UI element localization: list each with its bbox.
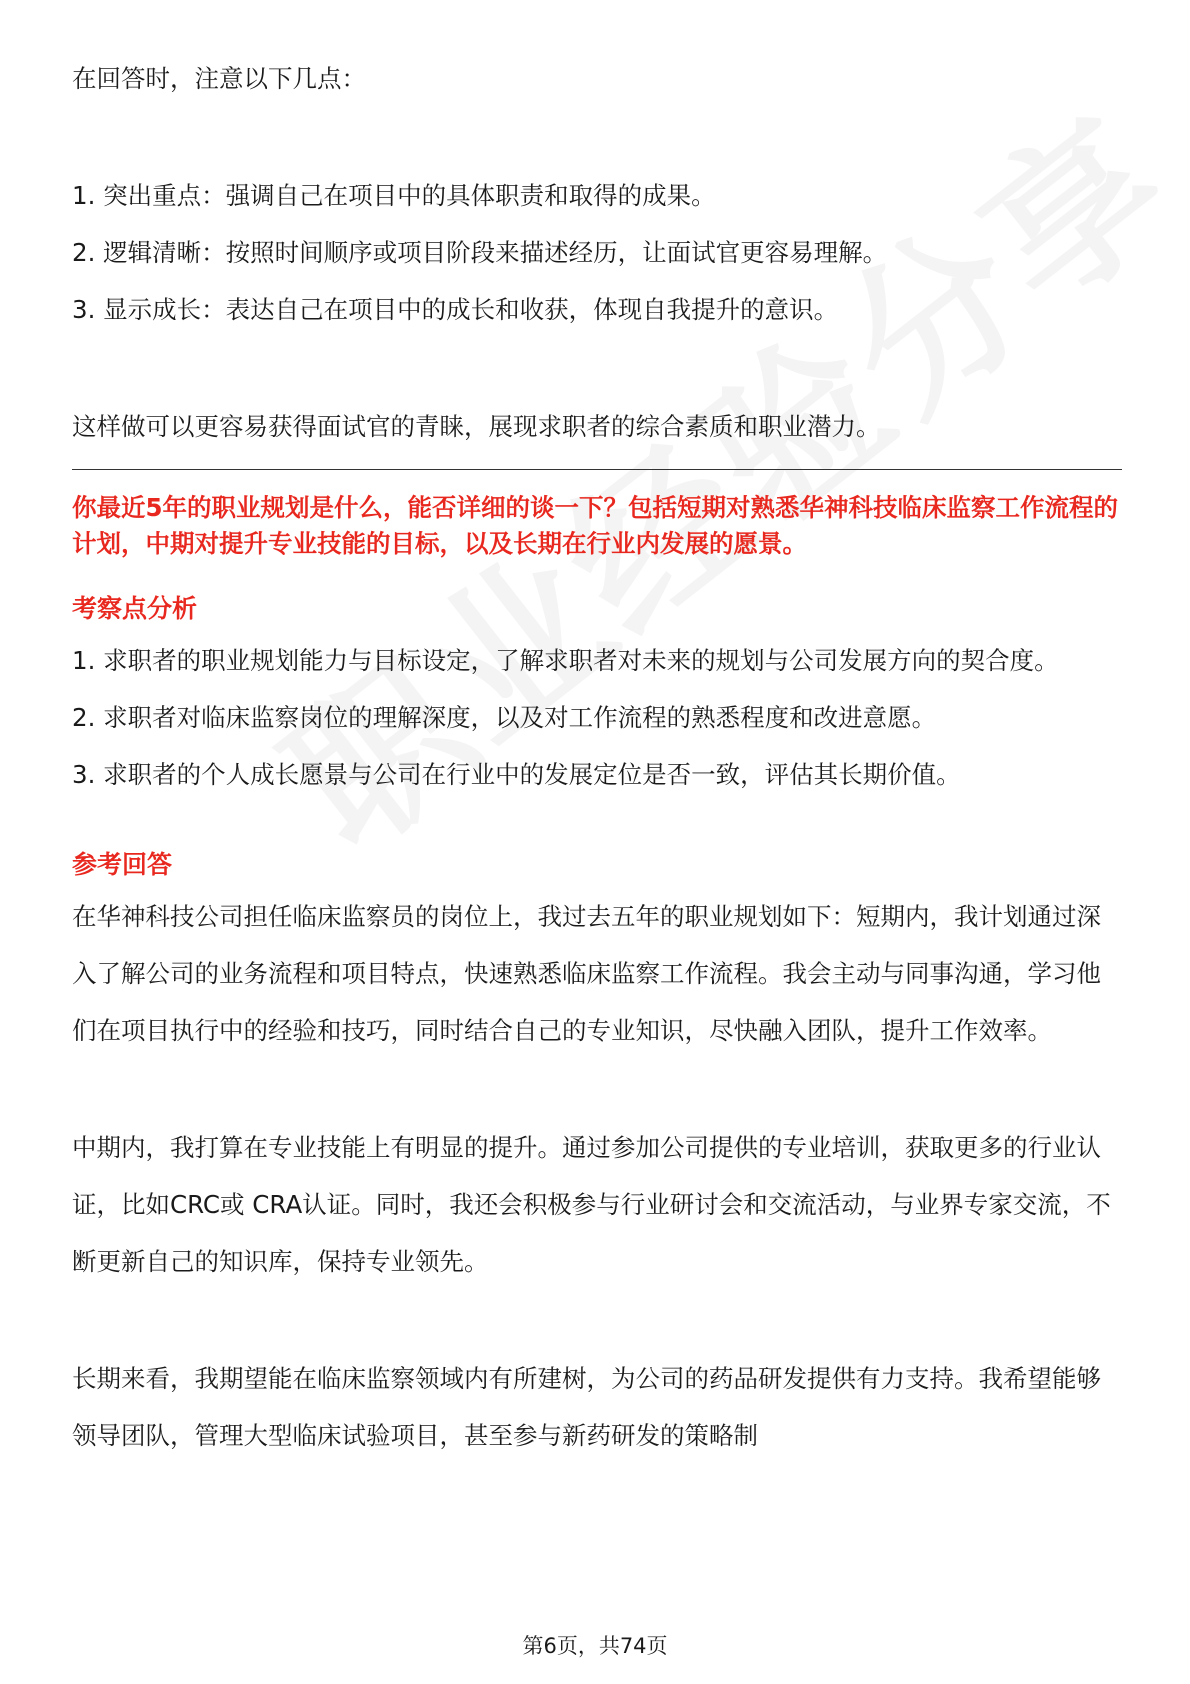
section-divider — [72, 469, 1122, 470]
analysis-point: 3. 求职者的个人成长愿景与公司在行业中的发展定位是否一致，评估其长期价值。 — [72, 760, 961, 789]
analysis-section — [72, 586, 1122, 803]
analysis-point: 1. 求职者的职业规划能力与目标设定，了解求职者对未来的规划与公司发展方向的契合度。 — [72, 646, 1059, 675]
page-footer: 第6页，共74页 — [522, 1634, 668, 1658]
answer-paragraph: 在华神科技公司担任临床监察员的岗位上，我过去五年的职业规划如下：短期内，我计划通过深入了解公司的业务流程和项目特点，快速熟悉临床监察工作流程。我会主动与同事沟通，学习他们在项目执行中的经验和技巧，同时结合自己的专业知识，尽快融入团队，提升工作效率。 — [72, 902, 1101, 1045]
analysis-heading: 考察点分析 — [72, 594, 198, 623]
analysis-point: 2. 求职者对临床监察岗位的理解深度，以及对工作流程的熟悉程度和改进意愿。 — [72, 703, 937, 732]
answer-heading: 参考回答 — [72, 850, 173, 879]
answer-paragraph: 长期来看，我期望能在临床监察领域内有所建树，为公司的药品研发提供有力支持。我希望能够领导团队，管理大型临床试验项目，甚至参与新药研发的策略制 — [72, 1364, 1101, 1450]
question-text: 你最近5年的职业规划是什么，能否详细的谈一下？包括短期对熟悉华神科技临床监察工作流程的计划，中期对提升专业技能的目标，以及长期在行业内发展的愿景。 — [72, 493, 1119, 558]
intro-closing: 这样做可以更容易获得面试官的青睐，展现求职者的综合素质和职业潜力。 — [72, 412, 881, 441]
intro-lead: 在回答时，注意以下几点： — [72, 64, 366, 93]
intro-point: 2. 逻辑清晰：按照时间顺序或项目阶段来描述经历，让面试官更容易理解。 — [72, 238, 888, 267]
intro-point: 3. 显示成长：表达自己在项目中的成长和收获，体现自我提升的意识。 — [72, 295, 839, 324]
intro-point: 1. 突出重点：强调自己在项目中的具体职责和取得的成果。 — [72, 181, 716, 210]
answer-section — [72, 842, 1122, 1464]
answer-paragraph: 中期内，我打算在专业技能上有明显的提升。通过参加公司提供的专业培训，获取更多的行业认证，比如CRC或 CRA认证。同时，我还会积极参与行业研讨会和交流活动，与业界专家交流，不断更新自己的知识库，保持专业领先。 — [72, 1133, 1111, 1276]
intro-section — [72, 50, 1122, 455]
